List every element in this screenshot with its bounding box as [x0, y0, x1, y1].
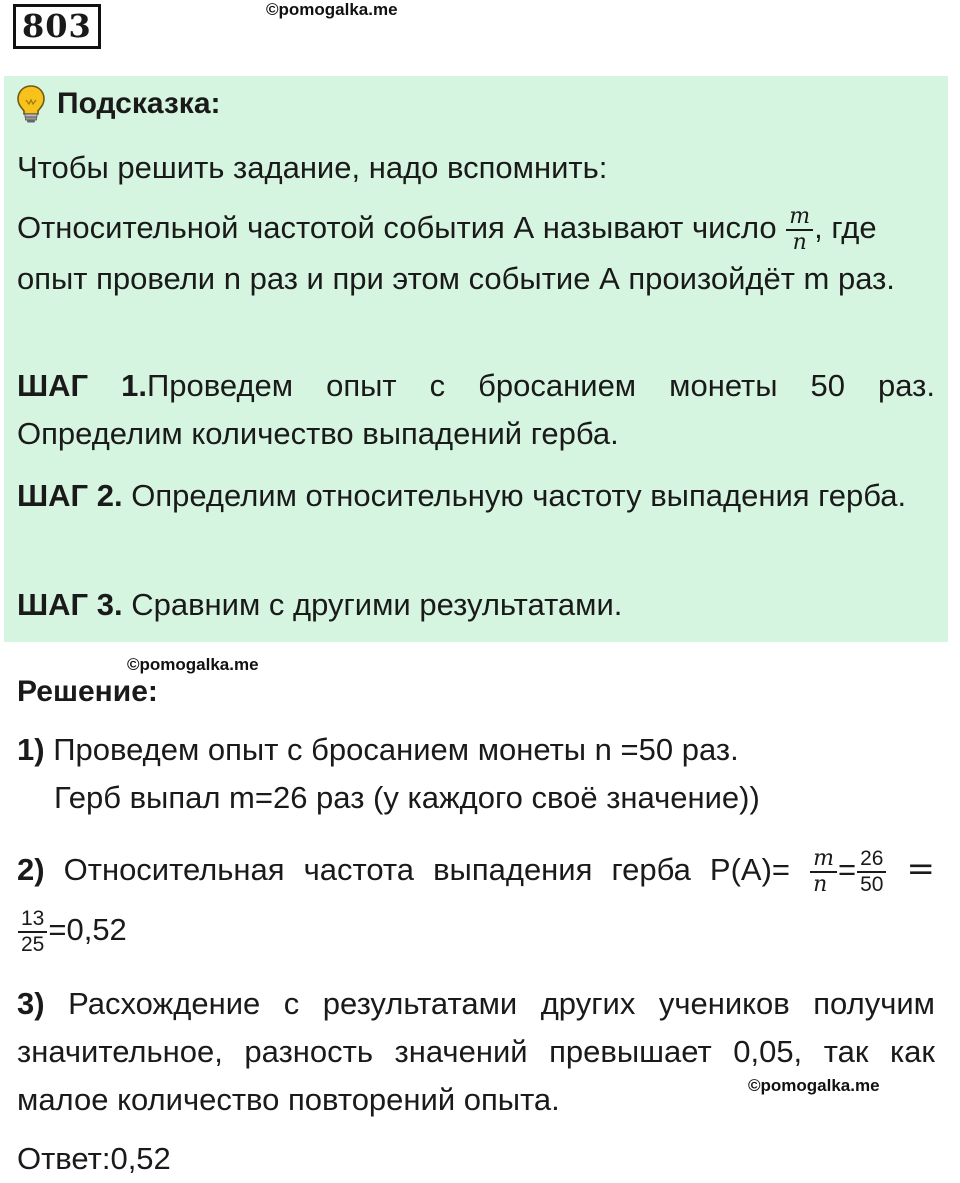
fraction-numerator: 26 — [857, 847, 886, 873]
step3-text: Сравним с другими результатами. — [122, 587, 623, 622]
definition-text-b: , где опыт провели n раз и при этом событие А произойдёт m раз. — [17, 210, 895, 296]
solution-title: Решение: — [17, 675, 158, 708]
fraction-13-25 — [18, 907, 47, 957]
solution-item-3 — [17, 980, 935, 1124]
hint-intro: Чтобы решить задание, надо вспомнить: — [17, 150, 608, 185]
lightbulb-icon — [15, 84, 47, 124]
hint-step1-line2: Определим количество выпадений герба. — [17, 416, 619, 451]
solution-item-2-line2 — [17, 906, 935, 957]
hint-step2 — [17, 472, 935, 520]
hint-step1-line1 — [17, 362, 935, 410]
item2-label: 2) — [17, 852, 45, 887]
item3-label: 3) — [17, 986, 45, 1021]
hint-definition — [17, 204, 935, 303]
step1-text: Проведем опыт с бросанием монеты 50 раз. — [147, 368, 935, 403]
fraction-denominator: n — [792, 229, 807, 255]
step2-label: ШАГ 2. — [17, 478, 123, 513]
watermark-top: ©pomogalka.me — [266, 0, 398, 19]
fraction-denominator: 25 — [21, 932, 45, 956]
item1-line1: Проведем опыт с бросанием монеты n =50 раз. — [44, 732, 739, 767]
watermark-middle: ©pomogalka.me — [127, 655, 259, 674]
task-number: 803 — [13, 4, 101, 49]
step2-text: Определим относительную частоту выпадения герба. — [122, 478, 907, 513]
hint-step3 — [17, 581, 935, 629]
watermark-bottom: ©pomogalka.me — [748, 1076, 880, 1095]
item1-line2: Герб выпал m=26 раз (у каждого своё значение)) — [54, 780, 760, 815]
fraction-numerator: 13 — [18, 907, 47, 933]
fraction-denominator: n — [813, 871, 828, 897]
item3-text: Расхождение с результатами других учеников получим значительное, разность значений превышает 0,05, так как малое количество повторений опыта. — [17, 986, 935, 1117]
equals-sign: = — [837, 852, 857, 887]
fraction-m-over-n — [786, 205, 813, 255]
fraction-numerator: m — [810, 847, 837, 873]
item2-text: Относительная частота выпадения герба P(A)= — [44, 852, 810, 887]
fraction-numerator: m — [786, 205, 813, 231]
item1-label: 1) — [17, 732, 45, 767]
hint-title: Подсказка: — [57, 87, 221, 120]
hint-header — [15, 84, 221, 124]
solution-item-1 — [17, 726, 935, 822]
step1-label: ШАГ 1. — [17, 368, 147, 403]
definition-text-a: Относительной частотой события А называют число — [17, 210, 786, 245]
fraction-26-50 — [857, 847, 886, 897]
fraction-m-n — [810, 847, 837, 897]
item2-result: =0,52 — [48, 912, 127, 947]
answer: Ответ:0,52 — [17, 1141, 171, 1176]
fraction-denominator: 50 — [860, 872, 884, 896]
solution-item-2-line1 — [17, 845, 935, 897]
equals-sign: = — [906, 849, 935, 889]
step3-label: ШАГ 3. — [17, 587, 123, 622]
